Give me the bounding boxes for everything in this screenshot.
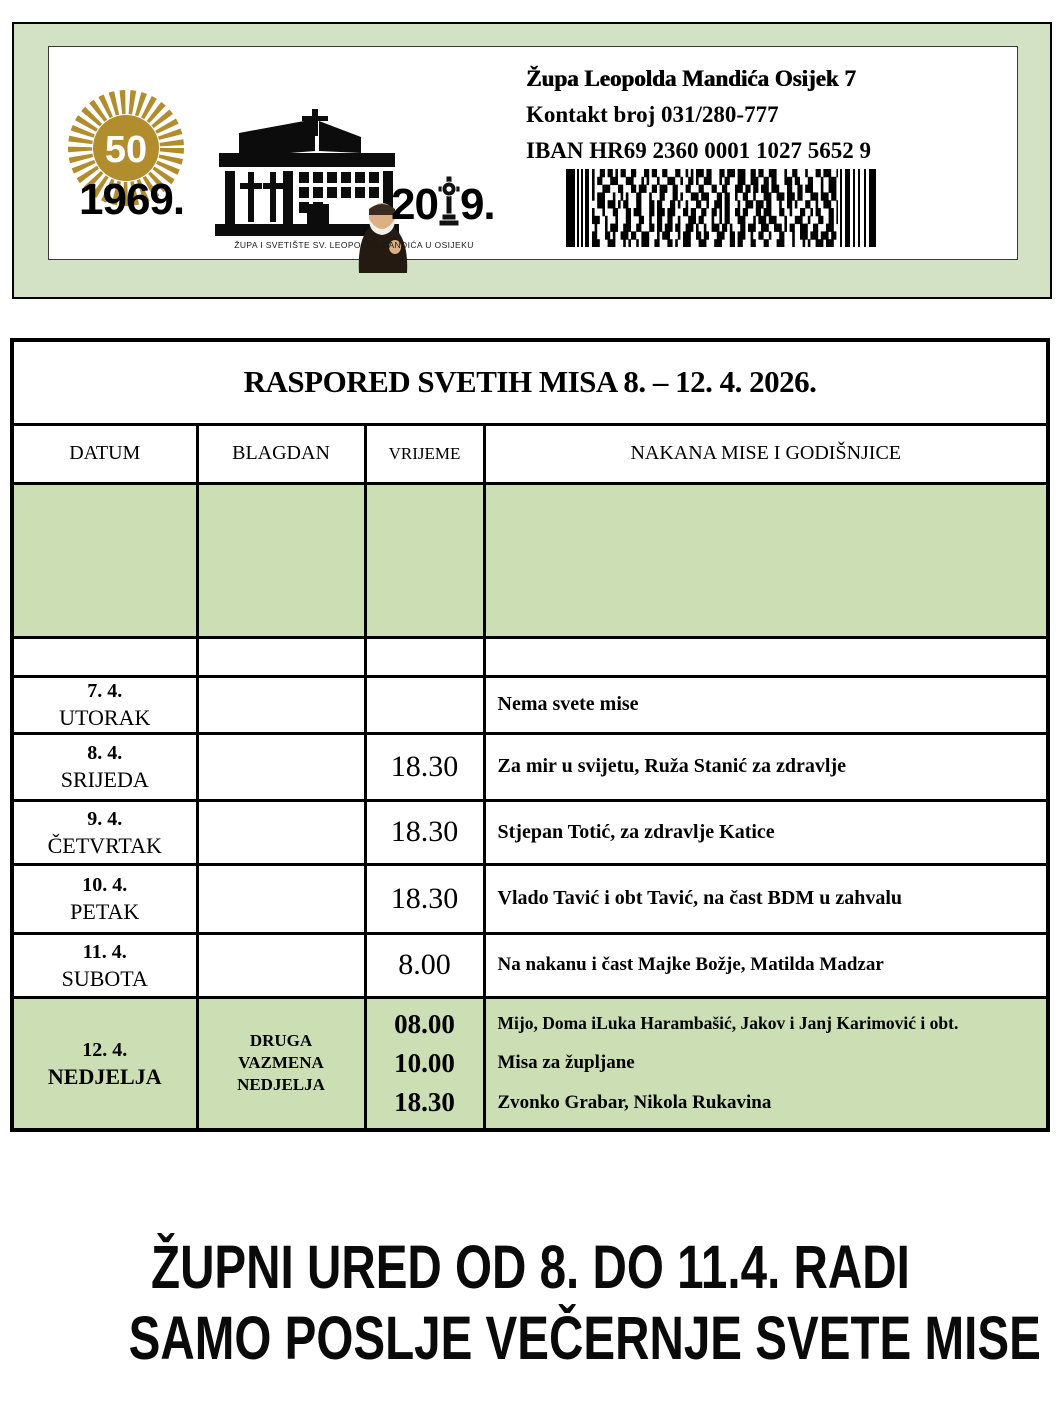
row-intention: Na nakanu i čast Majke Božje, Matilda Madzar (484, 933, 1048, 997)
row-date: 7. 4. (87, 680, 123, 702)
row-intention: Misa za župljane (497, 1052, 635, 1073)
row-intention: Nema svete mise (484, 676, 1048, 733)
office-hours-line2: SAMO POSLJE VEČERNJE SVETE MISE (128, 1304, 1041, 1372)
office-hours-banner (0, 1232, 1061, 1374)
row-day: ČETVRTAK (47, 832, 162, 858)
row-day: SRIJEDA (60, 767, 149, 792)
row-time: 8.00 (365, 933, 484, 997)
logo-year-end-prefix: 20 (391, 180, 438, 229)
row-intention: Stjepan Totić, za zdravlje Katice (484, 800, 1048, 864)
col-header-vrijeme: VRIJEME (365, 424, 484, 483)
col-header-blagdan: BLAGDAN (197, 424, 365, 483)
row-time: 10.00 (394, 1047, 455, 1078)
office-hours-line1: ŽUPNI URED OD 8. DO 11.4. RADI (151, 1233, 910, 1301)
logo-year-end-suffix: 9. (459, 180, 495, 229)
schedule-row-utorak (12, 676, 1048, 733)
row-intention: Mijo, Doma iLuka Harambašić, Jakov i Janj Karimović i obt. (497, 1013, 959, 1033)
schedule-row-subota (12, 933, 1048, 997)
row-date: 8. 4. (87, 742, 123, 764)
row-day: PETAK (70, 899, 140, 924)
logo-year-end (391, 175, 495, 230)
parish-name: Župa Leopolda Mandića Osijek 7 (526, 66, 856, 91)
cross-monument-icon (436, 175, 462, 227)
parish-info (526, 61, 871, 169)
white-spacer-row (12, 637, 1048, 676)
mass-schedule-table (10, 338, 1050, 1132)
row-day: SUBOTA (61, 965, 148, 991)
schedule-row-petak (12, 864, 1048, 933)
parish-iban: IBAN HR69 2360 0001 1027 5652 9 (526, 138, 872, 163)
row-feast: DRUGA VAZMENA NEDJELJA (237, 1031, 325, 1094)
pdf417-barcode (566, 169, 878, 247)
logo-caption: ŽUPA I SVETIŠTE SV. LEOPOLDA MANDIĆA U OSIJEKU (234, 240, 474, 250)
row-day: NEDJELJA (47, 1063, 162, 1089)
anniversary-number: 50 (104, 129, 148, 171)
row-date: 12. 4. (82, 1038, 128, 1061)
parish-contact: Kontakt broj 031/280-777 (526, 102, 779, 127)
row-day: UTORAK (59, 705, 151, 730)
parish-header-box (12, 22, 1052, 299)
green-spacer-row (12, 483, 1048, 637)
table-title: RASPORED SVETIH MISA 8. – 12. 4. 2026. (12, 340, 1048, 424)
schedule-row-nedjelja (12, 997, 1048, 1130)
parish-header-card (48, 46, 1018, 260)
row-intention: Za mir u svijetu, Ruža Stanić za zdravlje (484, 733, 1048, 800)
row-intention: Zvonko Grabar, Nikola Rukavina (497, 1092, 772, 1113)
schedule-row-srijeda (12, 733, 1048, 800)
logo-year-start: 1969. (79, 175, 185, 224)
row-date: 9. 4. (87, 807, 123, 830)
row-date: 10. 4. (82, 874, 128, 896)
row-time (365, 676, 484, 733)
col-header-datum: DATUM (12, 424, 197, 483)
table-title-row (12, 340, 1048, 424)
row-time: 18.30 (365, 800, 484, 864)
row-time: 18.30 (394, 1086, 455, 1117)
table-header-row (12, 424, 1048, 483)
row-time: 08.00 (394, 1008, 455, 1039)
col-header-nakana: NAKANA MISE I GODIŠNJICE (484, 424, 1048, 483)
schedule-row-cetvrtak (12, 800, 1048, 864)
row-intention: Vlado Tavić i obt Tavić, na čast BDM u zahvalu (484, 864, 1048, 933)
row-time: 18.30 (365, 733, 484, 800)
row-time: 18.30 (365, 864, 484, 933)
row-date: 11. 4. (82, 940, 127, 963)
